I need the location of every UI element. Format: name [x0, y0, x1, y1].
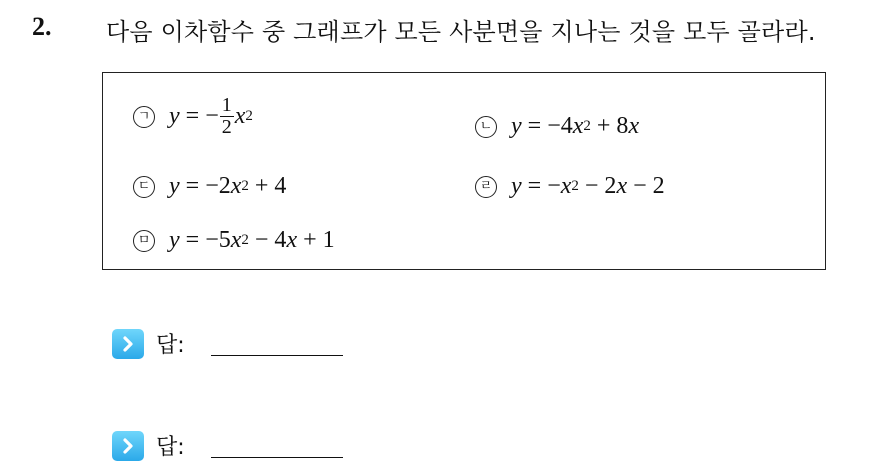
expr-lhs: y	[169, 103, 180, 129]
choice-expression	[511, 113, 639, 140]
choice-box	[102, 72, 826, 270]
choice-item-1	[133, 95, 253, 138]
choice-expression	[169, 95, 253, 138]
answer-blank[interactable]	[211, 457, 343, 458]
answer-row-2	[112, 430, 343, 461]
expr-pre: = −2	[179, 173, 231, 199]
expr-rest: + 4	[248, 173, 287, 199]
expr-var: x	[560, 173, 572, 199]
expr-exp: 2	[245, 108, 253, 124]
choice-item-5	[133, 227, 335, 254]
answer-blank[interactable]	[211, 355, 343, 356]
chevron-right-icon	[112, 431, 144, 461]
answer-row-1	[112, 328, 343, 359]
choice-marker: ㄷ	[133, 176, 155, 198]
expr-pre: = −	[521, 173, 561, 199]
expr-pre: = −4	[521, 113, 573, 139]
choice-marker: ㅁ	[133, 230, 155, 252]
frac-numerator: 1	[221, 94, 232, 116]
expr-lhs: y	[169, 227, 180, 253]
expr-var: x	[230, 173, 242, 199]
answer-label: 답:	[156, 435, 185, 460]
choice-expression	[169, 227, 335, 254]
expr-rest: + 1	[297, 227, 335, 253]
question-text: 다음 이차함수 중 그래프가 모든 사분면을 지나는 것을 모두 골라라.	[106, 18, 816, 46]
expr-var2: x	[616, 173, 628, 199]
expr-lhs: y	[511, 113, 522, 139]
expr-mid: − 2	[578, 173, 617, 199]
expr-rest: − 2	[627, 173, 665, 199]
question-number: 2.	[32, 12, 52, 41]
expr-exp: 2	[583, 118, 591, 134]
choice-item-3	[133, 173, 286, 200]
expr-exp: 2	[241, 178, 249, 194]
expr-var: x	[230, 227, 242, 253]
choice-marker: ㄴ	[475, 116, 497, 138]
choice-item-2	[475, 113, 639, 140]
expr-mid: + 8	[590, 113, 629, 139]
choice-marker: ㄹ	[475, 176, 497, 198]
choice-item-4	[475, 173, 665, 200]
expr-lhs: y	[511, 173, 522, 199]
expr-lhs: y	[169, 173, 180, 199]
expr-var: x	[572, 113, 584, 139]
expr-fraction	[220, 95, 234, 138]
chevron-right-icon	[112, 329, 144, 359]
expr-var: x	[234, 103, 246, 129]
expr-op: = −	[179, 103, 219, 129]
expr-exp: 2	[241, 232, 249, 248]
frac-denominator: 2	[221, 116, 232, 138]
answer-label: 답:	[156, 333, 185, 358]
expr-exp: 2	[571, 178, 579, 194]
choice-marker: ㄱ	[133, 106, 155, 128]
expr-mid: − 4	[248, 227, 287, 253]
choice-expression	[511, 173, 665, 200]
expr-var2: x	[286, 227, 298, 253]
expr-var2: x	[628, 113, 640, 139]
choice-expression	[169, 173, 286, 200]
expr-pre: = −5	[179, 227, 231, 253]
